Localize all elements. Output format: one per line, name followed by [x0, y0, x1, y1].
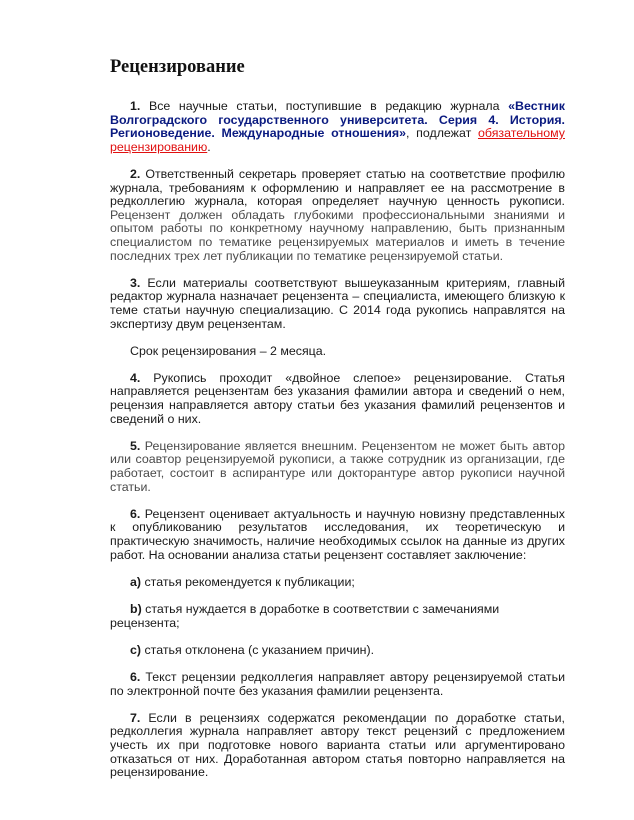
paragraph-1 [110, 100, 565, 154]
paragraph-number: 6. [130, 669, 141, 684]
paragraph-number: 1. [130, 99, 141, 113]
page-title: Рецензирование [110, 57, 245, 77]
option-text: статья рекомендуется к публикации; [141, 574, 355, 589]
mandatory-review-link[interactable]: обязательному рецензированию [110, 126, 565, 154]
paragraph-text: Рецензирование является внешним. Рецензентом не может быть автор или соавтор рецензируемой рукописи, а также сотрудник из организации, где работает, состоит в аспирантуре или докторантуре автор рукописи научной статьи. [110, 438, 565, 494]
paragraph-number: 4. [130, 370, 141, 385]
paragraph-number: 6. [130, 506, 141, 521]
option-a [110, 576, 565, 590]
option-b [110, 603, 565, 630]
paragraph-text: , подлежат [405, 126, 478, 141]
paragraph-number: 2. [130, 166, 141, 181]
review-term: Срок рецензирования – 2 месяца. [130, 343, 327, 358]
paragraph-number: 7. [130, 710, 141, 725]
option-label: a) [130, 574, 142, 589]
paragraph-2 [110, 168, 565, 263]
option-label: c) [130, 642, 142, 657]
paragraph-6 [110, 508, 565, 562]
paragraph-text: Рукопись проходит «двойное слепое» рецензирование. Статья направляется рецензентам без указания фамилии автора и сведений о нем, рецензия направляется автору статьи без указания фамилий рецензентов и сведений о них. [110, 370, 565, 426]
paragraph-text: Все научные статьи, поступившие в редакцию журнала [140, 99, 509, 113]
paragraph-5 [110, 440, 565, 494]
paragraph-text: Рецензент должен обладать глубокими профессиональными знаниями и опытом работы по конкретному научному направлению, быть признанным специалистом по тематике рецензируемых материалов и иметь в течение последних трех лет публикации по тематике рецензируемой статьи. [110, 207, 565, 263]
paragraph-4 [110, 372, 565, 426]
option-text: статья нуждается в доработке в соответствии с замечаниями рецензента; [110, 601, 500, 630]
option-label: b) [130, 601, 142, 616]
option-text: статья отклонена (с указанием причин). [141, 642, 375, 657]
paragraph-text: Рецензент оценивает актуальность и научную новизну представленных к опубликованию результатов исследования, их теоретическую и практическую значимость, наличие необходимых ссылок на данные из других работ. На основании анализа статьи рецензент составляет заключение: [110, 506, 565, 562]
paragraph-number: 5. [130, 438, 141, 453]
paragraph-3 [110, 277, 565, 331]
paragraph-text: Если материалы соответствуют вышеуказанным критериям, главный редактор журнала назначает рецензента – специалиста, имеющего близкую к теме статьи научную специализацию. С 2014 года рукопись направлятся на экспертизу двум рецензентам. [110, 275, 565, 331]
paragraph-text: Если в рецензиях содержатся рекомендации по доработке статьи, редколлегия журнала направляет автору текст рецензий с предложением учесть их при подготовке нового варианта статьи или аргументировано отказаться от них. Доработанная автором статья повторно направляется на рецензирование. [110, 710, 565, 780]
paragraph-text: . [207, 139, 211, 154]
paragraph-text: Текст рецензии редколлегия направляет автору рецензируемой статьи по электронной почте без указания фамилии рецензента. [110, 669, 565, 698]
paragraph-number: 3. [130, 275, 141, 290]
journal-name: «Вестник Волгоградского государственного университета. Серия 4. История. Регионоведение. Международные отношения» [110, 99, 565, 141]
paragraph-7 [110, 671, 565, 698]
paragraph-8 [110, 712, 565, 780]
paragraph-text: Ответственный секретарь проверяет статью на соответствие профилю журнала, требованиям к оформлению и направляет ее на рассмотрение в редколлегию журнала, которая определяет научную ценность рукописи. [110, 166, 565, 209]
option-c [110, 644, 565, 658]
document-page [110, 56, 565, 793]
